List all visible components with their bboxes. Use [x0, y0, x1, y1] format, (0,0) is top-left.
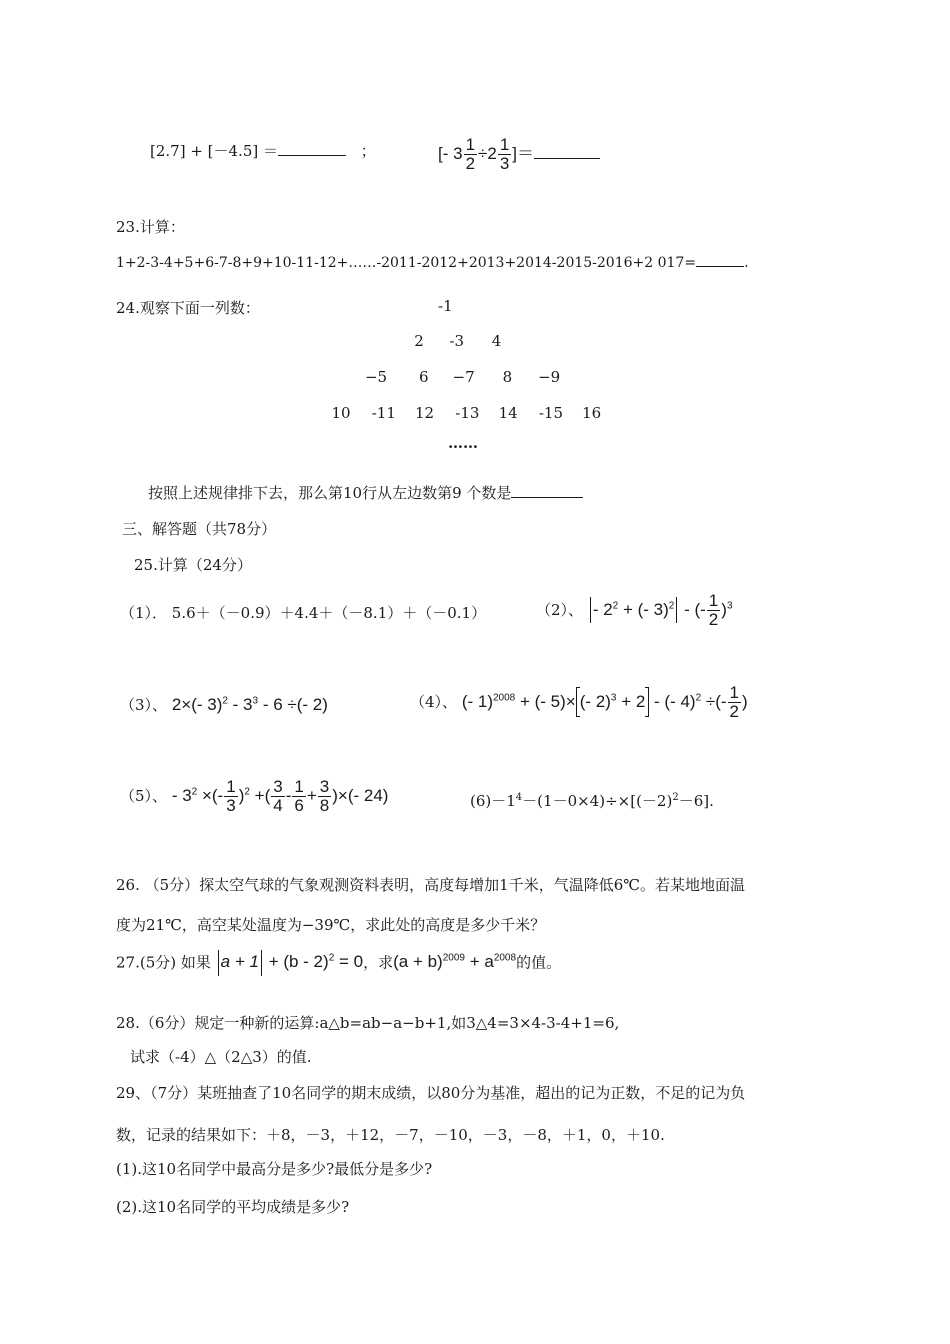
- q28-line1: 28.（6分）规定一种新的运算:a△b=ab−a−b+1,如3△4=3×4-3-4+1=6,: [116, 1014, 620, 1032]
- math-expression: a + 1 + (b - 2)$^2$ = 0: [216, 952, 363, 971]
- math-expression: 2×(- $3)^2 - 3^3 - 6$ ÷(- 2): [171, 695, 328, 714]
- math-expression: (- 1)$^{2008}$ + (- 5)× (- 2)$^3$ + 2 - (- 4)$^2$ ÷(- $\frac{1}{2}$ ): [461, 683, 748, 721]
- q25-part3: （3）、 2×(- $3)^2 - 3^3 - 6$ ÷(- 2): [120, 695, 328, 714]
- number-row-3: −5 6 −7 8 −9: [364, 368, 561, 386]
- q22-semicolon: ；: [360, 142, 376, 160]
- number-row-4: 10 -11 12 -13 14 -15 16: [331, 404, 602, 422]
- q25-part2: （2）、 - $2^2$ + (- 3)$^2$ - (- $\frac{1}{2}$ )$^3$: [536, 591, 733, 629]
- q25-title: 25.计算（24分）: [134, 556, 252, 574]
- q22-part2: [- 3 $\frac{1}{2}$ ÷2 $\frac{1}{3}$ ]＝: [438, 136, 600, 173]
- q24-title: 24.观察下面一列数：: [116, 299, 260, 317]
- math-expression: - $2^2$ + (- 3)$^2$ - (- $\frac{1}{2}$ )$^3$: [588, 600, 733, 619]
- q26-line1: 26. （5分）探太空气球的气象观测资料表明，高度每增加1千米，气温降低6℃。若某地地面温: [116, 876, 746, 894]
- ellipsis: ……: [448, 434, 478, 452]
- math-expression: - $3^2$ ×(- $\frac{1}{3}$ )$^2$ +( $\frac{3}{4}$ - $\frac{1}{6}$ + $\frac{3}{8}$ )×(- 24): [171, 777, 389, 815]
- math-expression: $(a + b)^{2009} + a^{2008}$: [393, 952, 517, 972]
- q23-expression: 1+2-3-4+5+6-7-8+9+10-11-12+……-2011-2012+2013+2014-2015-2016+2 017= .: [116, 252, 749, 271]
- answer-blank[interactable]: [278, 141, 346, 156]
- q29-line2: 数，记录的结果如下：＋8，－3，＋12，－7，－10，－3，－8，＋1，0，＋10.: [116, 1126, 665, 1144]
- q25-part4: （4）、 (- 1)$^{2008}$ + (- 5)× (- 2)$^3$ + 2 - (- 4)$^2$ ÷(- $\frac{1}{2}$ ): [410, 683, 748, 721]
- number-row-2: 2 -3 4: [414, 332, 502, 350]
- q24-question: 按照上述规律排下去，那么第10行从左边数第9 个数是: [148, 482, 583, 503]
- q23-title: 23.计算：: [116, 218, 185, 236]
- q27: 27.(5分) 如果 a + 1 + (b - 2)$^2$ = 0，求$(a + b)^{2009} + a^{2008}$的值。: [116, 950, 561, 976]
- q22-line: [150, 140, 376, 161]
- q25-part6: $(6)-1^4-(1-0\times 4)\div\times[(-2)^2-6]$.: [470, 792, 714, 810]
- answer-blank[interactable]: [511, 483, 583, 498]
- fraction: $\frac{1}{3}$: [499, 135, 510, 173]
- q28-line2: 试求（-4）△（2△3）的值.: [130, 1048, 312, 1066]
- q26-line2: 度为21℃，高空某处温度为−39℃，求此处的高度是多少千米？: [116, 916, 546, 934]
- section-heading: 三、解答题（共78分）: [122, 520, 277, 538]
- q29-sub1: (1).这10名同学中最高分是多少?最低分是多少?: [116, 1160, 433, 1178]
- q22-part1: [2.7] + [－4.5] ＝: [150, 142, 278, 160]
- answer-blank[interactable]: [696, 252, 744, 267]
- answer-blank[interactable]: [534, 144, 600, 159]
- q25-part1: （1）． 5.6＋（－0.9）＋4.4＋（－8.1）＋（－0.1）: [120, 604, 487, 622]
- q25-part5: （5）、 - $3^2$ ×(- $\frac{1}{3}$ )$^2$ +( $\frac{3}{4}$ - $\frac{1}{6}$ + $\frac{3}{8}$ )×(- 24): [120, 777, 389, 815]
- number-row-1: -1: [438, 297, 453, 315]
- q29-line1: 29、（7分）某班抽查了10名同学的期末成绩，以80分为基准，超出的记为正数，不足的记为负: [116, 1084, 746, 1102]
- fraction: $\frac{1}{2}$: [465, 135, 476, 173]
- q29-sub2: (2).这10名同学的平均成绩是多少?: [116, 1198, 350, 1216]
